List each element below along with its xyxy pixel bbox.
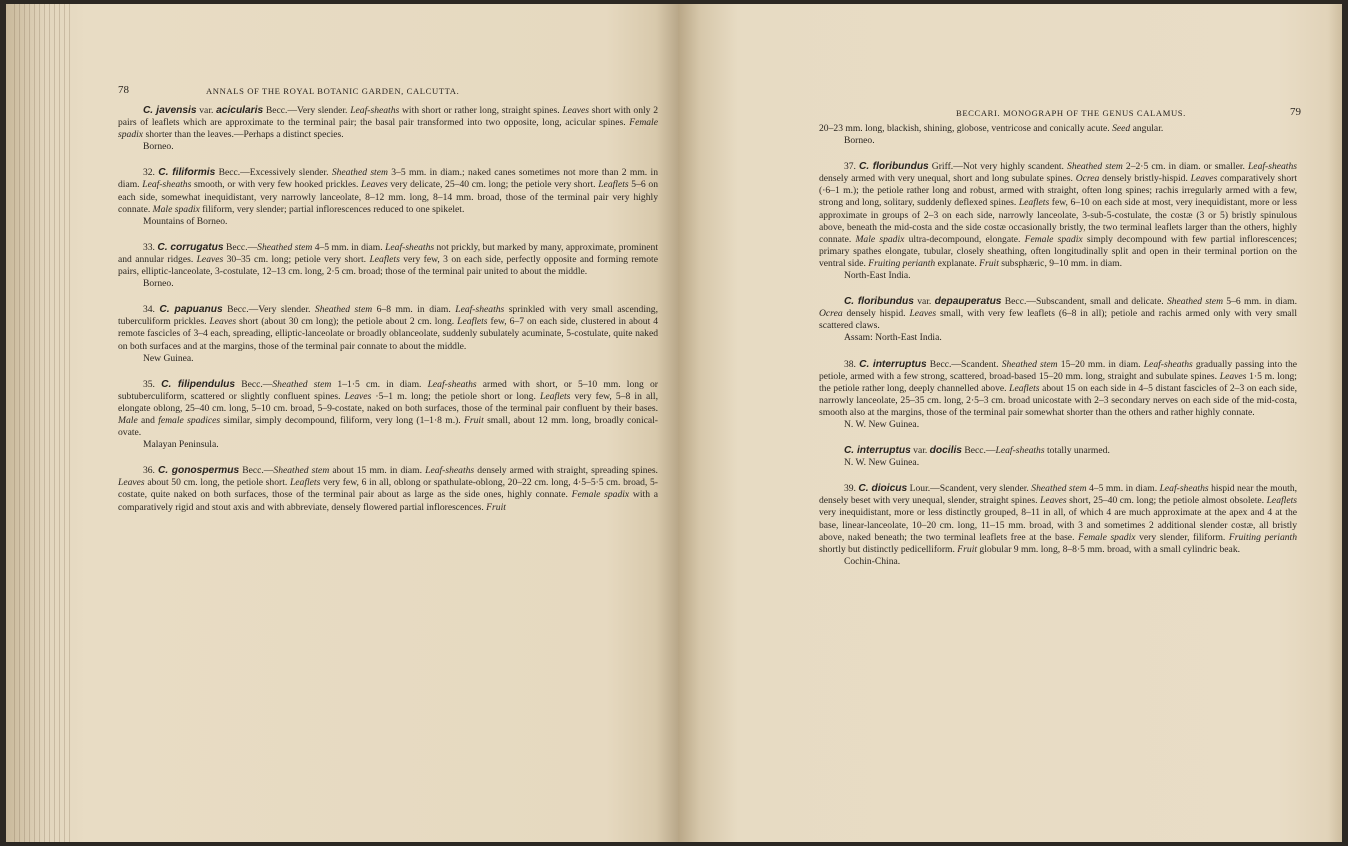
text-run: very few, 6 in all, oblong or spathulate-oblong, 20–22 cm. long, 4·5–5·5 cm. broad, 5-costate, quite naked on both surfaces, those of the terminal pair about as large as the side ones, highly connate. [118,477,658,501]
term-italic: Fruiting perianth [868,257,936,269]
text-run: comparatively short (·6–1 m.); the petiole rather long and robust, armed with straight, often long spines; rachis irregularly armed with a few, strong and long, solitary, suddenly deflexed spines. [819,173,1297,209]
species-name: C. dioicus [858,483,908,495]
running-head-right: BECCARI. MONOGRAPH OF THE GENUS CALAMUS. [956,108,1186,118]
term-italic: Leaf-sheaths [1247,161,1298,173]
term-italic: Fruit [464,414,484,426]
text-run: — [263,465,274,477]
text-run: densely bristly-hispid. [1099,173,1191,185]
term-italic: Sheathed stem [257,241,313,253]
locality: Borneo. [142,141,174,153]
text-run: — [262,378,273,390]
species-entry [118,105,658,141]
term-italic: Sheathed stem [1166,296,1223,308]
text-run: and [137,414,159,426]
term-italic: Leaves [562,105,589,116]
term-italic: Leaflets [539,390,571,402]
text-run: 20–23 mm. long, blackish, shining, globose, ventricose and conically acute. [819,123,1113,134]
term-italic: Female spadix [118,117,658,141]
text-run: filiform, very slender; partial inflorescences reduced to one spikelet. [199,203,465,215]
term-italic: Male spadix [152,203,200,215]
text-run: about 15 mm. in diam. [329,465,426,477]
text-run: 5–6 on each side, somewhat inequidistant, very narrowly lanceolate, 8–12 mm. long, 8–14 mm. broad, those of the terminal pair very highly connate. [118,179,658,215]
term-italic: Leaves [196,253,224,265]
species-name: C. floribundus [843,296,914,308]
text-run: globular 9 mm. long, 8–8·5 mm. broad, with a small cylindric beak. [977,543,1241,555]
term-italic: female spadices [158,414,221,426]
text-run: simply decompound with few partial inflorescences; primary spathes elongate, tubular, closely sheathing, often longitudinally split and open in their terminal portion on the ventral side. [819,233,1297,269]
term-italic: Leaves [361,179,388,191]
text-run: explanate. [935,257,980,269]
term-italic: Seed [1112,123,1131,134]
term-italic: Male spadix [855,233,905,245]
continuation-paragraph [819,123,1297,135]
term-italic: Sheathed stem [314,304,373,316]
locality: N. W. New Guinea. [843,457,920,469]
author: Lour. [907,483,931,495]
left-text-column [118,105,658,528]
text-run: —Not very highly scandent. [953,161,1068,173]
locality: Cochin-China. [843,555,901,567]
text-run: hispid near the mouth, densely beset with very unequal, slender, straight spines. [819,483,1298,507]
text-run: 3–5 mm. in diam.; naked canes sometimes not more than 2 mm. in diam. [118,167,658,191]
text-run: similar, simply decompound, filiform, very long (1–1·8 m.). [220,414,465,426]
text-run: Becc.—Subscandent, small and delicate. [1001,296,1167,308]
running-head-left: ANNALS OF THE ROYAL BOTANIC GARDEN, CALCUTTA. [206,86,460,96]
text-run: shortly but distinctly pedicelliform. [819,543,958,555]
text-run: armed with short, or 5–10 mm. long or subtuberculiform, scattered or slightly confluent spines. [118,378,658,402]
entry-number: 38. [843,358,860,370]
term-italic: Leaves [209,316,237,328]
species-name: C. interruptus [859,358,927,370]
right-page [678,4,1342,842]
text-run: small, with very few leaflets (6–8 in all); petiole and rachis armed only with very small scattered claws. [819,308,1297,332]
text-run: very inequidistant, more or less distinctly grouped, 8–11 in all, of which 4 are much approximate at the apex and 4 at the base, linear-lanceolate, 10–20 cm. long, 11–15 mm. broad, with 3 and sometimes 2 additional slender costæ, all bristly above, naked beneath; the two terminal leaflets free at the base. [819,507,1297,543]
text-run: 5–6 mm. in diam. [1223,296,1297,308]
species-name: C. filiformis [158,167,216,179]
text-run: —Very slender. [248,304,315,316]
text-run: 30–35 cm. long; petiole very short. [223,253,370,265]
author: Griff. [928,161,954,173]
text-run: subsphæric, 9–10 mm. in diam. [998,257,1122,269]
term-italic: Leaflets [1266,495,1297,507]
species-name: C. corrugatus [157,241,224,253]
author: var. [196,105,217,116]
text-run: 4–5 mm. in diam. [312,241,386,253]
term-italic: Leaf-sheaths [385,241,435,253]
text-run: smooth, or with very few hooked prickles. [191,179,362,191]
species-entry [819,296,1297,332]
term-italic: Leaflets [289,477,321,489]
text-run: small, about 12 mm. long, broadly conical-ovate. [118,414,659,439]
term-italic: Leaf-sheaths [995,445,1045,457]
text-run: shorter than the leaves.—Perhaps a distinct species. [143,129,344,141]
text-run: 1–1·5 cm. in diam. [331,378,428,390]
page-number-left: 78 [118,84,129,96]
author: var. [910,445,930,457]
locality: N. W. New Guinea. [843,418,920,430]
term-italic: Leaflets [369,253,400,265]
entry-number: 33. [142,241,158,253]
text-run: densely hispid. [842,308,910,320]
text-run: Becc.—Very slender. [263,105,351,116]
variety-name: acicularis [216,105,264,116]
author: Becc. [223,241,248,253]
species-entry [118,465,658,513]
term-italic: Leaflets [1009,382,1040,394]
term-italic: Leaflets [457,316,488,328]
term-italic: Fruit [486,501,506,513]
text-run: densely armed with straight, spreading spines. [474,465,658,477]
species-entry [118,167,658,215]
term-italic: Fruit [957,543,978,555]
term-italic: Fruiting perianth [1228,531,1297,543]
term-italic: Leaf-sheaths [425,465,475,477]
locality: Assam: North-East India. [843,332,942,344]
text-run: few, 6–7 on each side, clustered in about 4 remote fascicles of 3–4 each, spreading, elliptic-lanceolate or broadly oblanceolate, suddenly subulately acuminate, 5-costulate, quite naked on both surfaces and at the margins, those of the terminal pair connate to about the middle. [118,316,658,352]
species-name: C. interruptus [843,445,911,457]
text-run: densely armed with very unequal, short and long subulate spines. [819,173,1076,185]
text-run: with a comparatively rigid and stout axis and with abbreviate, densely flowered partial inflorescences. [118,489,658,513]
term-italic: Leaves [344,390,372,402]
term-italic: Ocrea [1075,173,1100,185]
entry-number: 39. [843,483,859,495]
term-italic: Leaf-sheaths [142,179,192,191]
text-run: Becc.— [961,445,996,457]
author: Becc. [222,304,249,316]
author: Becc. [215,167,241,179]
term-italic: Female spadix [1024,233,1083,245]
locality: New Guinea. [142,352,194,364]
text-run: gradually passing into the petiole, armed with a few strong, scattered, broad-based 15–20 mm. long, straight and subulate spines. [819,358,1298,382]
text-run: not prickly, but marked by many, approximate, prominent and annular ridges. [118,241,658,265]
right-text-column [819,123,1297,582]
species-entry [819,161,1297,270]
species-name: C. floribundus [859,161,929,173]
term-italic: Sheathed stem [272,378,332,390]
book-spread [6,4,1342,842]
text-run: 1·5 m. long; the petiole rather long, deeply channelled above. [819,370,1297,394]
page-number-right: 79 [1290,106,1301,118]
author: Becc. [239,465,264,477]
term-italic: Leaf-sheaths [1143,358,1193,370]
text-run: about 15 on each side in 4–5 distant fascicles of 2–3 on each side, narrowly lanceolate, 25–35 cm. long, 2·5–3 cm. broad unicostate with 2–3 secondary nerves on each side of the mid-costa, smooth also at the margins, those of the terminal pair somewhat shorter than the others and rather highly connate. [819,382,1297,418]
text-run: short (about 30 cm long); the petiole about 2 cm. long. [236,316,458,328]
text-run: few, 6–10 on each side at most, very inequidistant, more or less approximate in groups of 2–3 on each side, narrowly lanceolate, 3-sub-5-costulate, the costæ (3 or 5) bristly spinulous above, beneath the mid-costa and the side costæ occasionally bristly, the two terminal leaflets larger than the others, highly connate. [819,197,1297,245]
entry-number: 36. [142,465,159,477]
term-italic: Leaf-sheaths [350,105,400,116]
text-run: short, 25–40 cm. long; the petiole almost obsolete. [1066,495,1267,507]
text-run: with short or rather long, straight spines. [399,105,563,116]
term-italic: Male [118,414,138,426]
term-italic: Female spadix [1078,531,1136,543]
entry-number: 35. [142,378,162,390]
term-italic: Leaves [1040,495,1067,507]
term-italic: Leaves [118,477,145,489]
term-italic: Female spadix [571,489,630,501]
species-name: C. filipendulus [161,378,236,390]
entry-number: 37. [843,161,860,173]
variety-name: depauperatus [934,296,1002,308]
text-run: angular. [1130,123,1164,134]
term-italic: Leaves [1190,173,1218,185]
locality: Borneo. [142,278,174,290]
variety-name: docilis [929,445,962,457]
term-italic: Sheathed stem [273,465,330,477]
species-name: C. gonospermus [158,465,240,477]
locality: Malayan Peninsula. [142,439,219,451]
term-italic: Leaflets [598,179,629,191]
term-italic: Fruit [979,257,999,269]
term-italic: Leaf-sheaths [427,378,477,390]
text-run: —Scandent. [951,358,1002,370]
species-entry [118,242,658,278]
continuation-locality: Borneo. [843,135,875,147]
species-entry [819,445,1297,457]
text-run: 6–8 mm. in diam. [372,304,456,316]
text-run: —Scandent, very slender. [930,483,1032,495]
species-entry [819,483,1297,556]
species-name: C. javensis [142,105,197,116]
term-italic: Leaf-sheaths [1159,483,1209,495]
text-run: very delicate, 25–40 cm. long; the petiole very short. [387,179,599,191]
text-run: very few, 3 on each side, perfectly opposite and forming remote pairs, elliptic-lanceolate, 3-costulate, 12–13 cm. long, 2·5 cm. broad; those of the terminal pair united to about the middle. [118,253,658,278]
text-run: very slender, filiform. [1135,531,1229,543]
entry-number: 34. [142,304,160,316]
text-run: —Excessively slender. [240,167,332,179]
term-italic: Leaflets [1018,197,1050,209]
species-entry [819,359,1297,419]
text-run: 15–20 mm. in diam. [1057,358,1144,370]
term-italic: Sheathed stem [1067,161,1123,173]
term-italic: Ocrea [819,308,843,320]
text-run: totally unarmed. [1044,445,1110,457]
text-run: 2–2·5 cm. in diam. or smaller. [1122,161,1248,173]
text-run: sprinkled with very small ascending, tuberculiform prickles. [118,304,658,328]
species-name: C. papuanus [159,304,223,316]
term-italic: Leaves [909,308,937,320]
author: var. [913,296,935,308]
species-entry [118,379,658,439]
term-italic: Leaves [1219,370,1247,382]
entry-number: 32. [142,167,159,179]
species-entry [118,304,658,352]
text-run: 4–5 mm. in diam. [1086,483,1160,495]
term-italic: Leaf-sheaths [455,304,505,316]
left-page [6,4,678,842]
text-run: ultra-decompound, elongate. [904,233,1025,245]
term-italic: Sheathed stem [1001,358,1058,370]
page-edges [14,4,74,842]
author: Becc. [926,358,952,370]
text-run: about 50 cm. long, the petiole short. [144,477,290,489]
term-italic: Sheathed stem [1031,483,1087,495]
text-run: ·5–1 m. long; the petiole short or long. [371,390,540,402]
text-run: — [247,241,258,253]
term-italic: Sheathed stem [331,167,388,179]
text-run: short with only 2 pairs of leaflets which are approximate to the terminal pair; the basal pair transformed into two opposite, long, acicular spines. [118,105,659,129]
text-run: very few, 5–8 in all, elongate oblong, 25–40 cm. long, 5–10 cm. broad, 5–9-costate, naked on both surfaces, those of the terminal pair confluent by their bases. [118,390,659,414]
locality: Mountains of Borneo. [142,215,228,227]
locality: North-East India. [843,270,911,282]
author: Becc. [235,378,263,390]
